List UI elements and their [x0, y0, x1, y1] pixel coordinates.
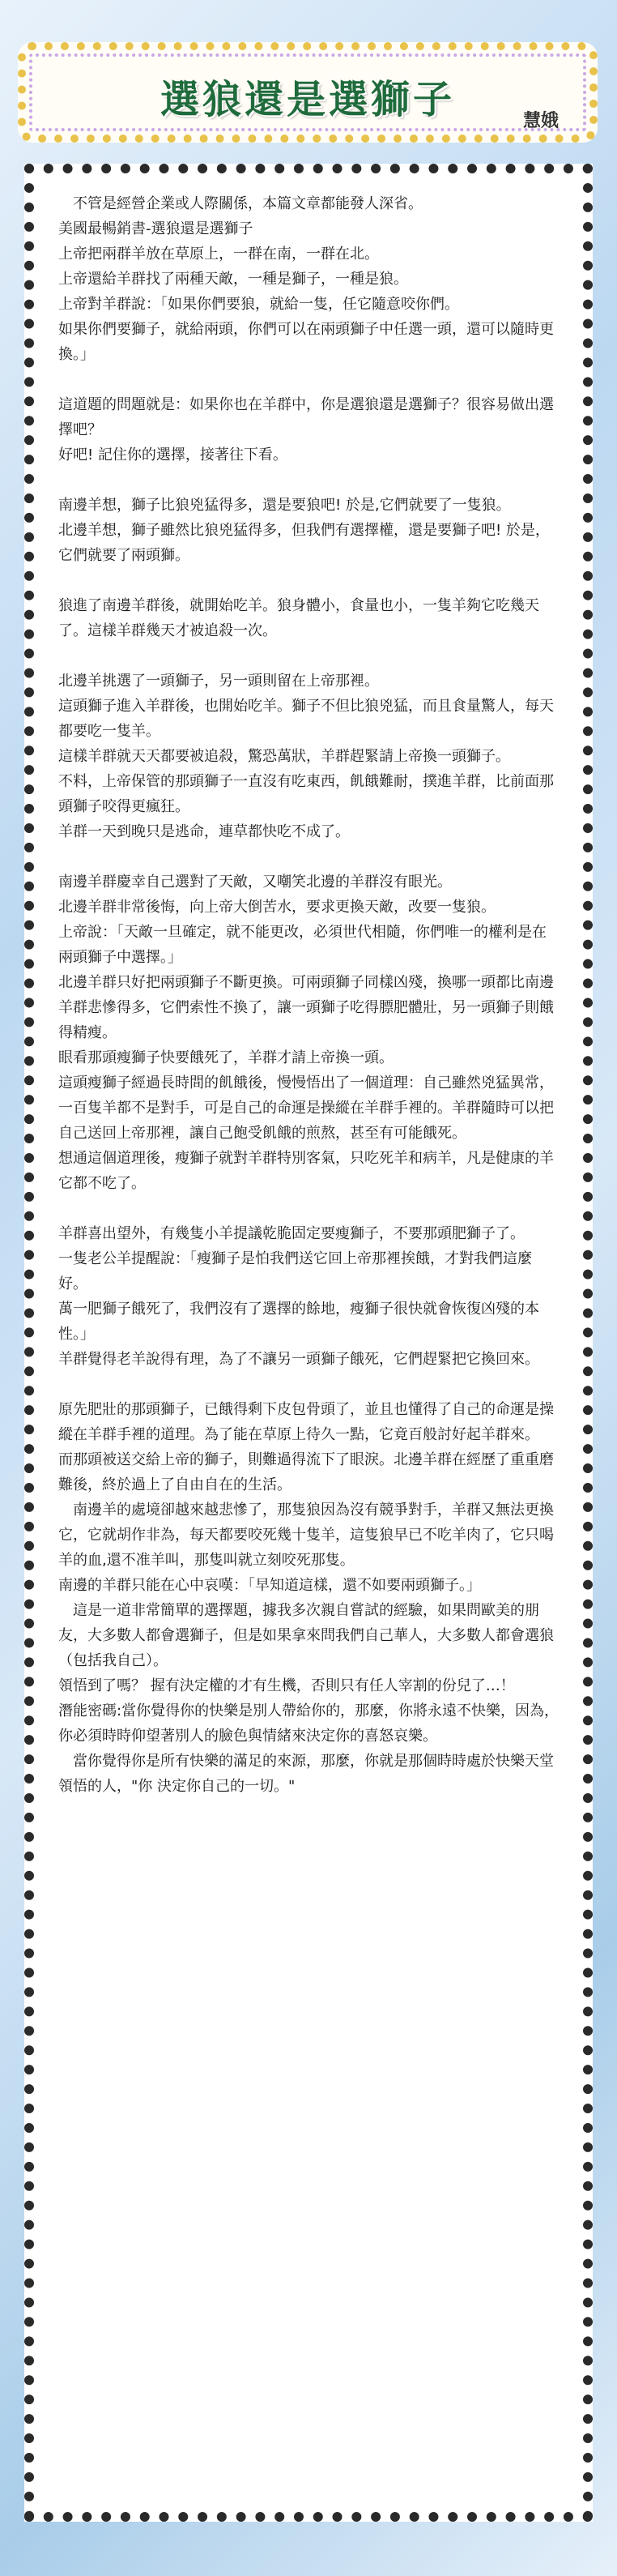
- article-paragraph: 當你覺得你是所有快樂的滿足的來源，那麼，你就是那個時時處於快樂天堂領悟的人，"你 決定你自己的一切。": [58, 1753, 554, 1795]
- article-paragraph: 美國最暢銷書-選狼還是選獅子: [58, 220, 253, 237]
- article-paragraph: 這頭瘦獅子經過長時間的飢餓後，慢慢悟出了一個道理：自己雖然兇猛異常，一百隻羊都不是對手，可是自己的命運是操縱在羊群手裡的。羊群隨時可以把自己送回上帝那裡，讓自己飽受飢餓的煎熬，甚至有可能餓死。: [58, 1074, 554, 1142]
- article-paragraph: 不料，上帝保管的那頭獅子一直沒有吃東西，飢餓難耐，撲進羊群，比前面那頭獅子咬得更瘋狂。: [58, 773, 554, 815]
- article-paragraph: 北邊羊群只好把兩頭獅子不斷更換。可兩頭獅子同樣凶殘，換哪一頭都比南邊羊群悲慘得多，它們索性不換了，讓一頭獅子吃得膘肥體壯，另一頭獅子則餓得精瘦。: [58, 974, 554, 1041]
- article-paragraph: 好吧! 記住你的選擇，接著往下看。: [58, 446, 287, 464]
- article-paragraph: 而那頭被送交給上帝的獅子，則難過得流下了眼淚。北邊羊群在經歷了重重磨難後，終於過上了自由自在的生活。: [58, 1451, 554, 1493]
- article-paragraph: 原先肥壯的那頭獅子，已餓得剩下皮包骨頭了，並且也懂得了自己的命運是操縱在羊群手裡的道理。為了能在草原上待久一點，它竟百般討好起羊群來。: [58, 1401, 554, 1443]
- paragraph-spacer: [58, 568, 560, 593]
- article-paragraph: 領悟到了嗎？ 握有決定權的才有生機，否則只有任人宰割的份兒了…！: [58, 1677, 515, 1694]
- article-paragraph: 北邊羊挑選了一頭獅子，另一頭則留在上帝那裡。: [58, 673, 379, 690]
- article-paragraph: 北邊羊想，獅子雖然比狼兇猛得多，但我們有選擇權，還是要獅子吧! 於是，它們就要了兩頭獅。: [58, 522, 550, 564]
- paragraph-spacer: [58, 1372, 560, 1397]
- article-paragraph: 羊群一天到晚只是逃命，連草都快吃不成了。: [58, 823, 350, 840]
- article-paragraph: 羊群喜出望外，有幾隻小羊提議乾脆固定要瘦獅子，不要那頭肥獅子了。: [58, 1225, 525, 1242]
- article-paragraph: 這樣羊群就天天都要被追殺，驚恐萬狀，羊群趕緊請上帝換一頭獅子。: [58, 748, 510, 765]
- article-paragraph: 南邊羊群慶幸自己選對了天敵，又嘲笑北邊的羊群沒有眼光。: [58, 874, 452, 891]
- author-name: 慧娥: [522, 111, 559, 131]
- article-paragraph: 萬一肥獅子餓死了，我們沒有了選擇的餘地，瘦獅子很快就會恢復凶殘的本性。」: [58, 1301, 539, 1343]
- article-paragraph: 這是一道非常簡單的選擇題，據我多次親自嘗試的經驗，如果問歐美的朋友，大多數人都會選獅子，但是如果拿來問我們自己華人，大多數人都會選狼（包括我自己）。: [58, 1602, 554, 1669]
- paragraph-spacer: [58, 367, 560, 392]
- paragraph-spacer: [58, 643, 560, 669]
- article-paragraph: 北邊羊群非常後悔，向上帝大倒苦水，要求更換天敵，改要一隻狼。: [58, 899, 496, 916]
- article-paragraph: 潛能密碼:當你覺得你的快樂是別人帶給你的，那麼，你將永遠不快樂，因為，你必須時時仰望著別人的臉色與情緒來決定你的喜怒哀樂。: [58, 1702, 560, 1745]
- article-paragraph: 一隻老公羊提醒說：「瘦獅子是怕我們送它回上帝那裡挨餓，才對我們這麼好。: [58, 1250, 532, 1292]
- paragraph-spacer: [58, 1196, 560, 1221]
- article-paragraph: 上帝說：「天敵一旦確定，就不能更改，必須世代相隨，你們唯一的權利是在兩頭獅子中選擇。」: [58, 924, 547, 966]
- article-paragraph: 想通這個道理後，瘦獅子就對羊群特別客氣，只吃死羊和病羊，凡是健康的羊它都不吃了。: [58, 1150, 554, 1192]
- article-paragraph: 上帝對羊群說：「如果你們要狼，就給一隻，任它隨意咬你們。: [58, 296, 459, 313]
- paragraph-spacer: [58, 844, 560, 869]
- article-paragraph: 這道題的問題就是：如果你也在羊群中，你是選狼還是選獅子？很容易做出選擇吧？: [58, 396, 554, 438]
- article-body: [24, 164, 593, 2522]
- article-paragraph: 眼看那頭瘦獅子快要餓死了，羊群才請上帝換一頭。: [58, 1049, 394, 1066]
- article-paragraph: 不管是經營企業或人際關係，本篇文章都能發人深省。: [58, 195, 423, 212]
- article-paragraph: 狼進了南邊羊群後，就開始吃羊。狼身體小，食量也小，一隻羊夠它吃幾天了。這樣羊群幾天才被追殺一次。: [58, 597, 539, 639]
- article-paragraph: 南邊的羊群只能在心中哀嘆：「早知道這樣，還不如要兩頭獅子。」: [58, 1577, 481, 1594]
- article-paragraph: 南邊羊想，獅子比狼兇猛得多，還是要狼吧! 於是,它們就要了一隻狼。: [58, 497, 511, 514]
- paragraph-spacer: [58, 468, 560, 493]
- page-title: 選狼還是選獅子: [160, 77, 455, 122]
- article-paragraph: 這頭獅子進入羊群後，也開始吃羊。獅子不但比狼兇猛，而且食量驚人，每天都要吃一隻羊。: [58, 698, 554, 740]
- article-paragraph: 如果你們要獅子，就給兩頭，你們可以在兩頭獅子中任選一頭，還可以隨時更換。」: [58, 321, 554, 363]
- article-paragraph: 上帝把兩群羊放在草原上，一群在南，一群在北。: [58, 246, 379, 263]
- article-paragraph: 南邊羊的處境卻越來越悲慘了，那隻狼因為沒有競爭對手，羊群又無法更換它，它就胡作非為，每天都要咬死幾十隻羊，這隻狼早已不吃羊肉了，它只喝羊的血,還不准羊叫，那隻叫就立刻咬死那隻。: [58, 1502, 554, 1569]
- article-paragraph: 羊群覺得老羊說得有理，為了不讓另一頭獅子餓死，它們趕緊把它換回來。: [58, 1351, 539, 1368]
- article-paragraph: 上帝還給羊群找了兩種天敵，一種是獅子，一種是狼。: [58, 271, 408, 288]
- title-banner: [18, 42, 598, 143]
